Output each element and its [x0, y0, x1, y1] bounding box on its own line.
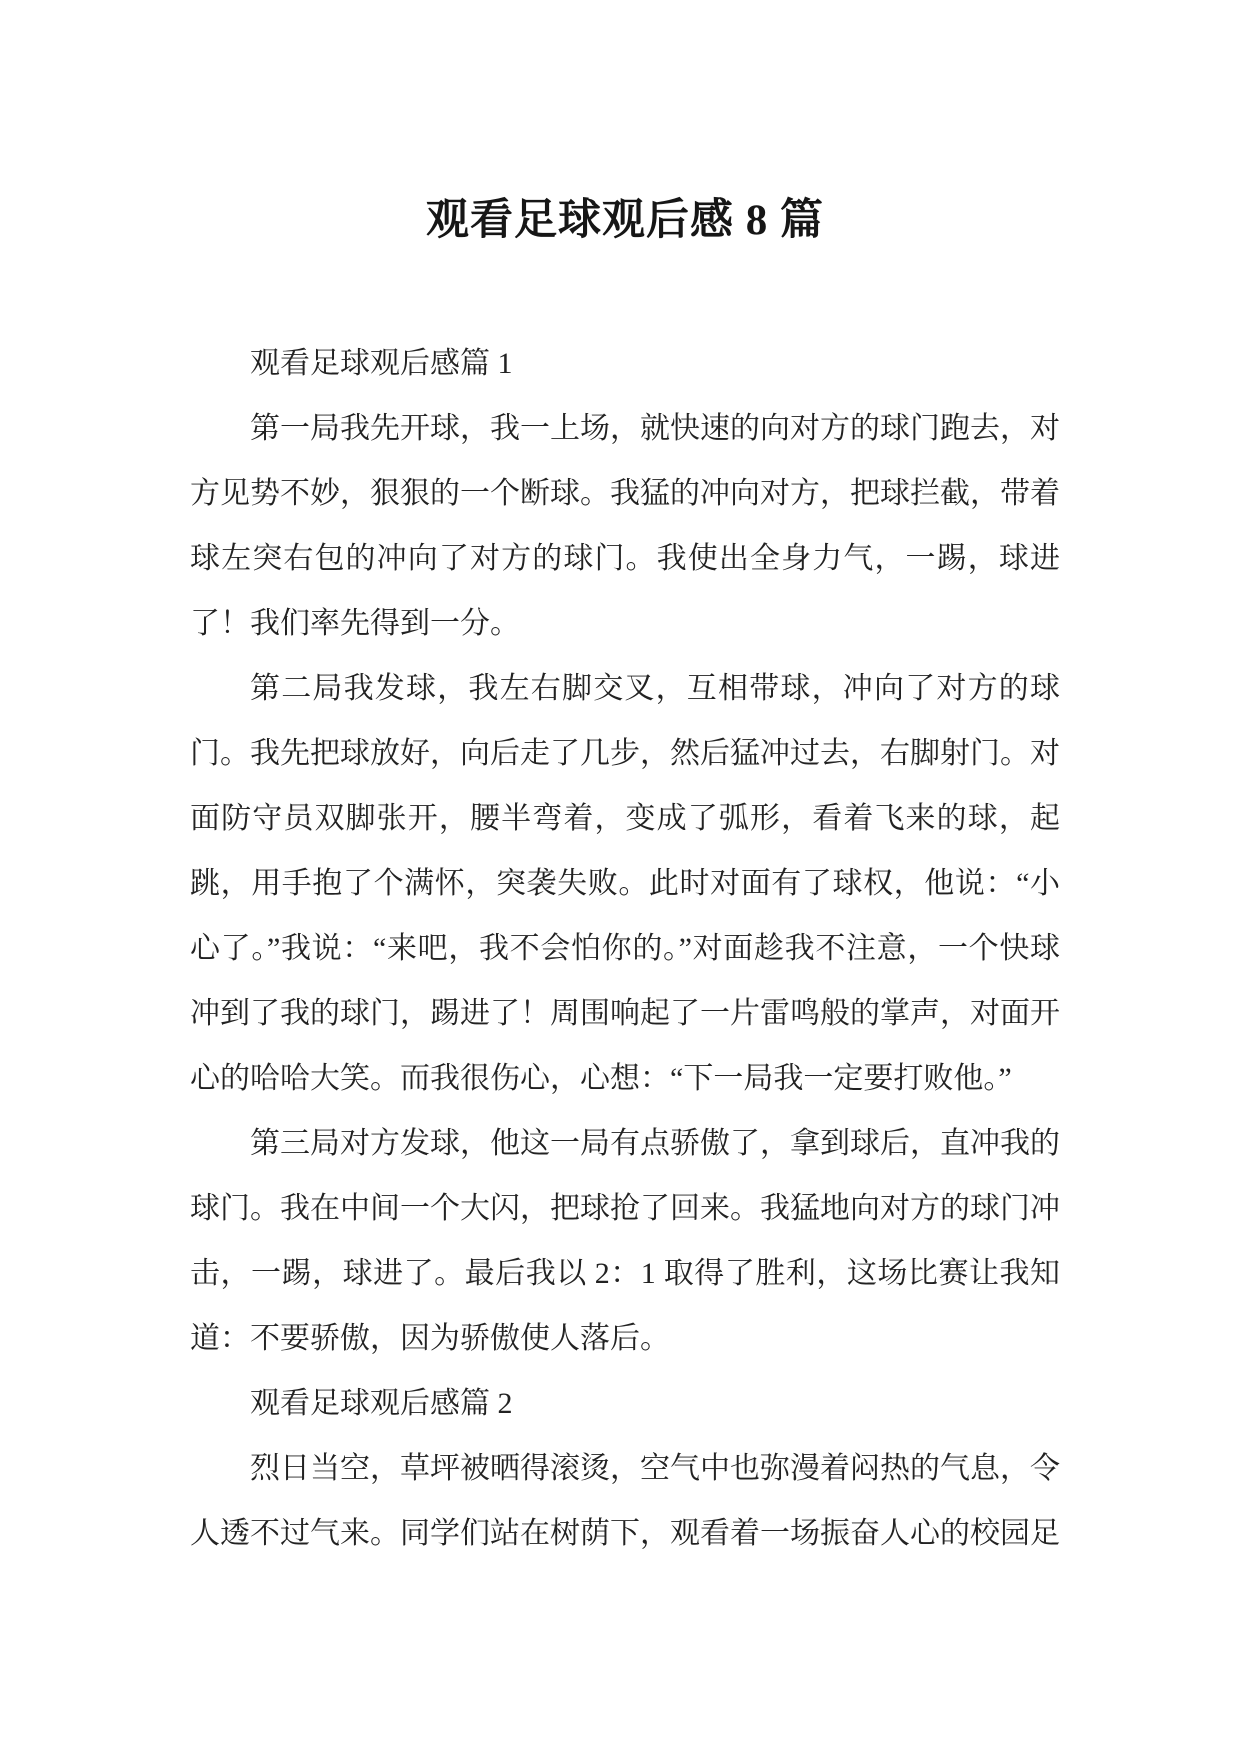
essay-section-heading-1: 观看足球观后感篇 1 [250, 347, 513, 380]
document-body [190, 331, 1060, 1566]
essay-section-heading-2: 观看足球观后感篇 2 [250, 1387, 513, 1420]
essay-paragraph-game-2: 第二局我发球，我左右脚交叉，互相带球，冲向了对方的球门。我先把球放好，向后走了几步，然后猛冲过去，右脚射门。对面防守员双脚张开，腰半弯着，变成了弧形，看着飞来的球，起跳，用手抱了个满怀，突袭失败。此时对面有了球权，他说：“小心了。”我说：“来吧，我不会怕你的。”对面趁我不注意，一个快球冲到了我的球门，踢进了！周围响起了一片雷鸣般的掌声，对面开心的哈哈大笑。而我很伤心，心想：“下一局我一定要打败他。” [190, 672, 1060, 1095]
essay-paragraph-game-1: 第一局我先开球，我一上场，就快速的向对方的球门跑去，对方见势不妙，狠狠的一个断球。我猛的冲向对方，把球拦截，带着球左突右包的冲向了对方的球门。我使出全身力气，一踢，球进了！我们率先得到一分。 [190, 412, 1060, 640]
essay-paragraph-game-3: 第三局对方发球，他这一局有点骄傲了，拿到球后，直冲我的球门。我在中间一个大闪，把球抢了回来。我猛地向对方的球门冲击，一踢，球进了。最后我以 2：1 取得了胜利，这场比赛让我知道：不要骄傲，因为骄傲使人落后。 [190, 1127, 1060, 1355]
document-title: 观看足球观后感 8 篇 [426, 197, 824, 244]
essay-paragraph-campus-match: 烈日当空，草坪被晒得滚烫，空气中也弥漫着闷热的气息，令人透不过气来。同学们站在树荫下，观看着一场振奋人心的校园足 [190, 1452, 1060, 1550]
